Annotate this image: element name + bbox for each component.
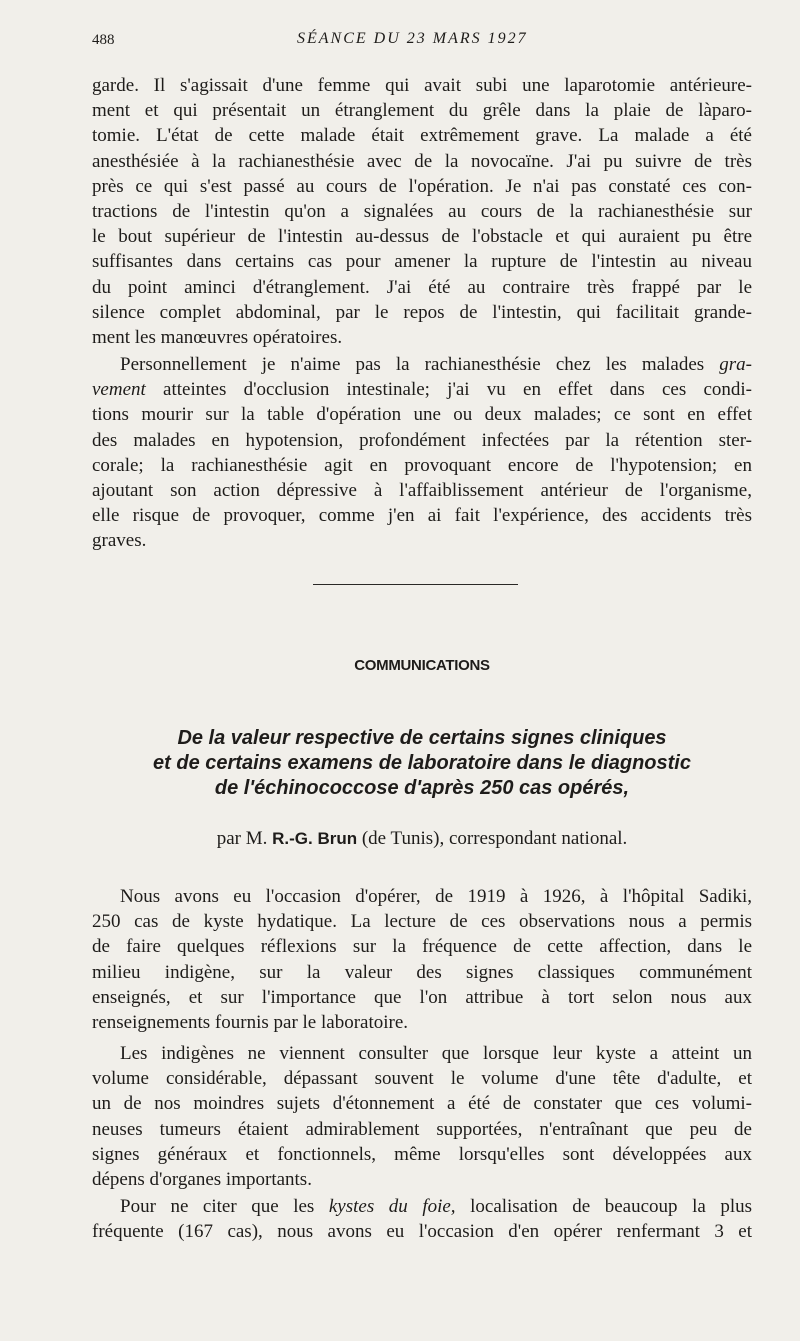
text-line: de faire quelques réflexions sur la fréquence de cette affection, dans le bbox=[92, 936, 752, 958]
text-line: corale; la rachianesthésie agit en provoquant encore de l'hypotension; en bbox=[92, 454, 752, 476]
page-header bbox=[92, 30, 752, 54]
text-line: tractions de l'intestin qu'on a signalées au cours de la rachianesthésie sur bbox=[92, 201, 752, 223]
text-line: tomie. L'état de cette malade était extrêmement grave. La malade a été bbox=[92, 125, 752, 147]
text-line: 250 cas de kyste hydatique. La lecture de ces observations nous a permis bbox=[92, 911, 752, 933]
text-line bbox=[92, 377, 752, 402]
text-line: garde. Il s'agissait d'une femme qui avait subi une laparotomie antérieure- bbox=[92, 75, 752, 96]
text-segment: localisation de beaucoup la plus bbox=[470, 1196, 752, 1217]
italic-text: kystes du foie, bbox=[328, 1196, 456, 1217]
section-heading: COMMUNICATIONS bbox=[354, 657, 490, 674]
text-line: Nous avons eu l'occasion d'opérer, de 1919 à 1926, à l'hôpital Sadiki, bbox=[120, 886, 752, 907]
text-line: neuses tumeurs étaient admirablement supportées, n'entraînant que peu de bbox=[92, 1118, 752, 1140]
text-line: ment et qui présentait un étranglement du grêle dans la plaie de làparo- bbox=[92, 100, 752, 122]
text-line: du point aminci d'étranglement. J'ai été au contraire très frappé par le bbox=[92, 276, 752, 298]
paragraph-4 bbox=[92, 1041, 752, 1192]
text-line: un de nos moindres sujets d'étonnement a été de constater que ces volumi- bbox=[92, 1093, 752, 1115]
text-segment: Pour ne citer que les bbox=[120, 1196, 315, 1217]
text-line: tions mourir sur la table d'opération une ou deux malades; ce sont en effet bbox=[92, 404, 752, 426]
text-line: enseignés, et sur l'importance que l'on attribue à tort selon nous aux bbox=[92, 986, 752, 1008]
italic-text: vement bbox=[92, 379, 146, 401]
text-segment: Personnellement je n'aime pas la rachianesthésie chez les malades bbox=[120, 354, 705, 375]
article-title bbox=[92, 726, 752, 801]
page-number: 488 bbox=[92, 32, 115, 48]
text-line: signes généraux et fonctionnels, même lorsqu'elles sont développées aux bbox=[92, 1143, 752, 1165]
text-line: fréquente (167 cas), nous avons eu l'occasion d'en opérer renfermant 3 et bbox=[92, 1221, 752, 1243]
byline-suffix: (de Tunis), correspondant national. bbox=[361, 828, 628, 849]
text-line bbox=[92, 352, 752, 377]
paragraph-1 bbox=[92, 73, 752, 350]
text-line: près ce qui s'est passé au cours de l'opération. Je n'ai pas constaté ces con- bbox=[92, 175, 752, 197]
text-line: anesthésiée à la rachianesthésie avec de la novocaïne. J'ai pu suivre de très bbox=[92, 150, 752, 172]
text-line: elle risque de provoquer, comme j'en ai fait l'expérience, des accidents très bbox=[92, 505, 752, 527]
text-line: des malades en hypotension, profondément infectées par la rétention ster- bbox=[92, 429, 752, 451]
italic-text: gra- bbox=[719, 354, 752, 375]
author-name: R.-G. Brun bbox=[272, 829, 358, 848]
text-line: suffisantes dans certains cas pour amener la rupture de l'intestin au niveau bbox=[92, 251, 752, 273]
text-line: ajoutant son action dépressive à l'affaiblissement antérieur de l'organisme, bbox=[92, 480, 752, 502]
text-line: ment les manœuvres opératoires. bbox=[92, 327, 343, 349]
text-line: le bout supérieur de l'intestin au-dessus de l'obstacle et qui auraient pu être bbox=[92, 226, 752, 248]
text-line: volume considérable, dépassant souvent le volume d'une tête d'adulte, et bbox=[92, 1068, 752, 1090]
paragraph-5 bbox=[92, 1194, 752, 1244]
byline-prefix: par M. bbox=[216, 828, 268, 849]
text-line: graves. bbox=[92, 530, 147, 552]
byline bbox=[92, 828, 752, 850]
text-line: dépens d'organes importants. bbox=[92, 1169, 312, 1191]
section-divider bbox=[313, 584, 518, 585]
text-line: renseignements fournis par le laboratoire. bbox=[92, 1012, 409, 1034]
text-line: silence complet abdominal, par le repos de l'intestin, qui facilitait grande- bbox=[92, 301, 752, 323]
text-line: Les indigènes ne viennent consulter que lorsque leur kyste a atteint un bbox=[120, 1043, 752, 1064]
title-line: De la valeur respective de certains signes cliniques bbox=[177, 727, 667, 749]
title-line: et de certains examens de laboratoire dans le diagnostic bbox=[153, 752, 691, 774]
running-head: SÉANCE DU 23 MARS 1927 bbox=[297, 30, 528, 47]
paragraph-3 bbox=[92, 884, 752, 1035]
text-segment: atteintes d'occlusion intestinale; j'ai vu en effet dans ces condi- bbox=[163, 379, 752, 401]
text-line: milieu indigène, sur la valeur des signes classiques communément bbox=[92, 961, 752, 983]
text-line bbox=[92, 1194, 752, 1219]
paragraph-2 bbox=[92, 352, 752, 554]
title-line: de l'échinococcose d'après 250 cas opérés, bbox=[214, 777, 630, 799]
